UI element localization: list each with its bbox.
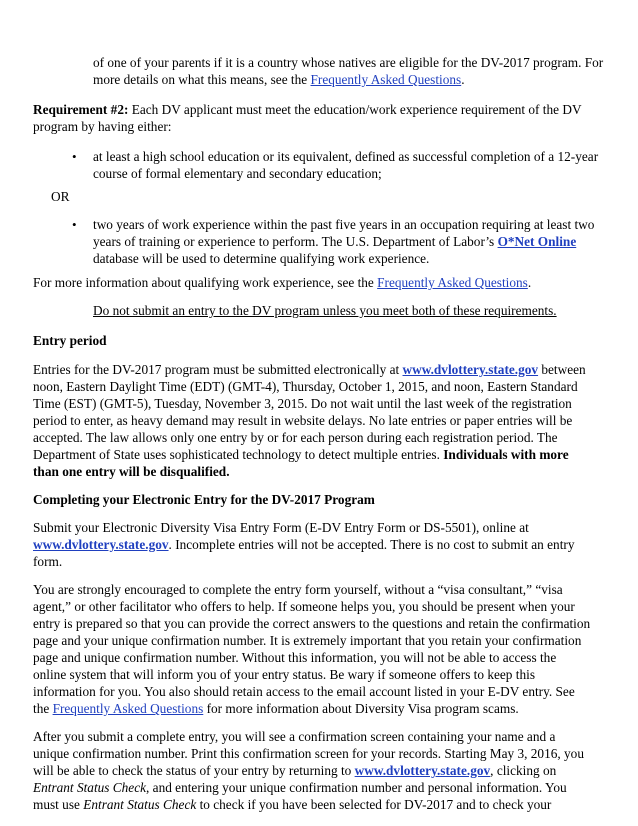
text-line: online system that will inform you of your entry status. Be wary if someone offers to keep this	[33, 667, 535, 682]
text-line: entry is prepared so that you can provide the correct answers to the questions and retain the confirmation	[33, 616, 591, 631]
text-line: After you submit a complete entry, you will see a confirmation screen containing your name and a	[33, 729, 556, 744]
faq-link[interactable]: Frequently Asked Questions	[377, 275, 528, 290]
text-line: accepted. The law allows only one entry by or for each person during each registration period. The	[33, 430, 558, 445]
requirements-notice: Do not submit an entry to the DV program unless you meet both of these requirements.	[93, 303, 557, 318]
requirement-2-line	[33, 101, 582, 118]
text-span: the	[33, 701, 53, 716]
text-span: Entries for the DV-2017 program must be submitted electronically at	[33, 362, 403, 377]
dvlottery-link[interactable]: www.dvlottery.state.gov	[354, 763, 491, 778]
text-line	[33, 536, 574, 553]
text-line: at least a high school education or its equivalent, defined as successful completion of a 12-year	[93, 149, 599, 164]
text-line: unique confirmation number. Print this confirmation screen for your records. Starting May 3, 2016, you	[33, 746, 584, 761]
text-span: , and entering your unique confirmation number and personal information. You	[146, 780, 567, 795]
text-span: will be able to check the status of your entry by returning to	[33, 763, 355, 778]
text-span: For more information about qualifying work experience, see the	[33, 275, 378, 290]
text-line: agent,” or other facilitator who offers to help. If someone helps you, you should be present when your	[33, 599, 575, 614]
text-line: than one entry will be disqualified.	[33, 464, 230, 479]
text-line: form.	[33, 554, 63, 569]
text-line	[33, 796, 551, 813]
faq-link[interactable]: Frequently Asked Questions	[52, 701, 204, 716]
text-line: page and unique confirmation number. Without this information, you will not be able to access the	[33, 650, 557, 665]
text-span: for more information about Diversity Visa program scams.	[203, 701, 519, 716]
text-line: period to enter, as heavy demand may result in website delays. No late entries or paper entries will be	[33, 413, 573, 428]
text-span: Entrant Status Check	[33, 780, 147, 795]
text-line	[33, 274, 531, 291]
text-span: years of training or experience to perform. The U.S. Department of Labor’s	[93, 234, 498, 249]
text-line: of one of your parents if it is a country whose natives are eligible for the DV-2017 program. For	[93, 55, 604, 70]
text-line: You are strongly encouraged to complete the entry form yourself, without a “visa consultant,” “visa	[33, 582, 563, 597]
bullet-icon: •	[72, 149, 77, 164]
text-line	[93, 71, 465, 88]
text-span: Entrant Status Check	[83, 797, 197, 812]
text-line: course of formal elementary and secondary education;	[93, 166, 382, 181]
onet-online-link[interactable]: O*Net Online	[497, 234, 577, 249]
text-line: Submit your Electronic Diversity Visa Entry Form (E-DV Entry Form or DS-5501), online at	[33, 520, 529, 535]
faq-link[interactable]: Frequently Asked Questions	[310, 72, 462, 87]
text-span: , clicking on	[490, 763, 557, 778]
text-line: program by having either:	[33, 119, 172, 134]
text-span: Each DV applicant must meet the education/work experience requirement of the DV	[128, 102, 582, 117]
text-line: two years of work experience within the past five years in an occupation requiring at least two	[93, 217, 595, 232]
text-span: to check if you have been selected for DV-2017 and to check your	[196, 797, 552, 812]
text-line	[93, 233, 576, 250]
text-span: Individuals with more	[443, 447, 569, 462]
dvlottery-link[interactable]: www.dvlottery.state.gov	[33, 537, 169, 552]
text-line	[33, 700, 519, 717]
text-span: more details on what this means, see the	[93, 72, 311, 87]
text-line	[33, 446, 569, 463]
text-span: .	[461, 72, 465, 87]
or-label: OR	[51, 189, 70, 204]
text-span: Department of State uses sophisticated technology to detect multiple entries.	[33, 447, 444, 462]
text-span: .	[527, 275, 532, 290]
requirement-2-label: Requirement #2:	[33, 102, 129, 117]
section-heading-entry-period: Entry period	[33, 333, 107, 348]
text-line	[33, 762, 556, 779]
dvlottery-link[interactable]: www.dvlottery.state.gov	[402, 362, 539, 377]
text-line	[33, 779, 567, 796]
text-line	[33, 361, 586, 378]
bullet-icon: •	[72, 217, 77, 232]
text-line: database will be used to determine qualifying work experience.	[93, 251, 430, 266]
text-line: information for you. You also should retain access to the email account listed in your E-DV entry. See	[33, 684, 575, 699]
text-span: . Incomplete entries will not be accepted. There is no cost to submit an entry	[168, 537, 575, 552]
text-span: must use	[33, 797, 84, 812]
text-line: Time (EST) (GMT-5), Tuesday, November 3, 2015. Do not wait until the last week of the registration	[33, 396, 572, 411]
section-heading-completing-entry: Completing your Electronic Entry for the DV-2017 Program	[33, 492, 375, 507]
text-line: page and your unique confirmation number. It is extremely important that you retain your confirmation	[33, 633, 582, 648]
text-span: between	[538, 362, 586, 377]
text-line: noon, Eastern Daylight Time (EDT) (GMT-4), Thursday, October 1, 2015, and noon, Eastern Standard	[33, 379, 578, 394]
